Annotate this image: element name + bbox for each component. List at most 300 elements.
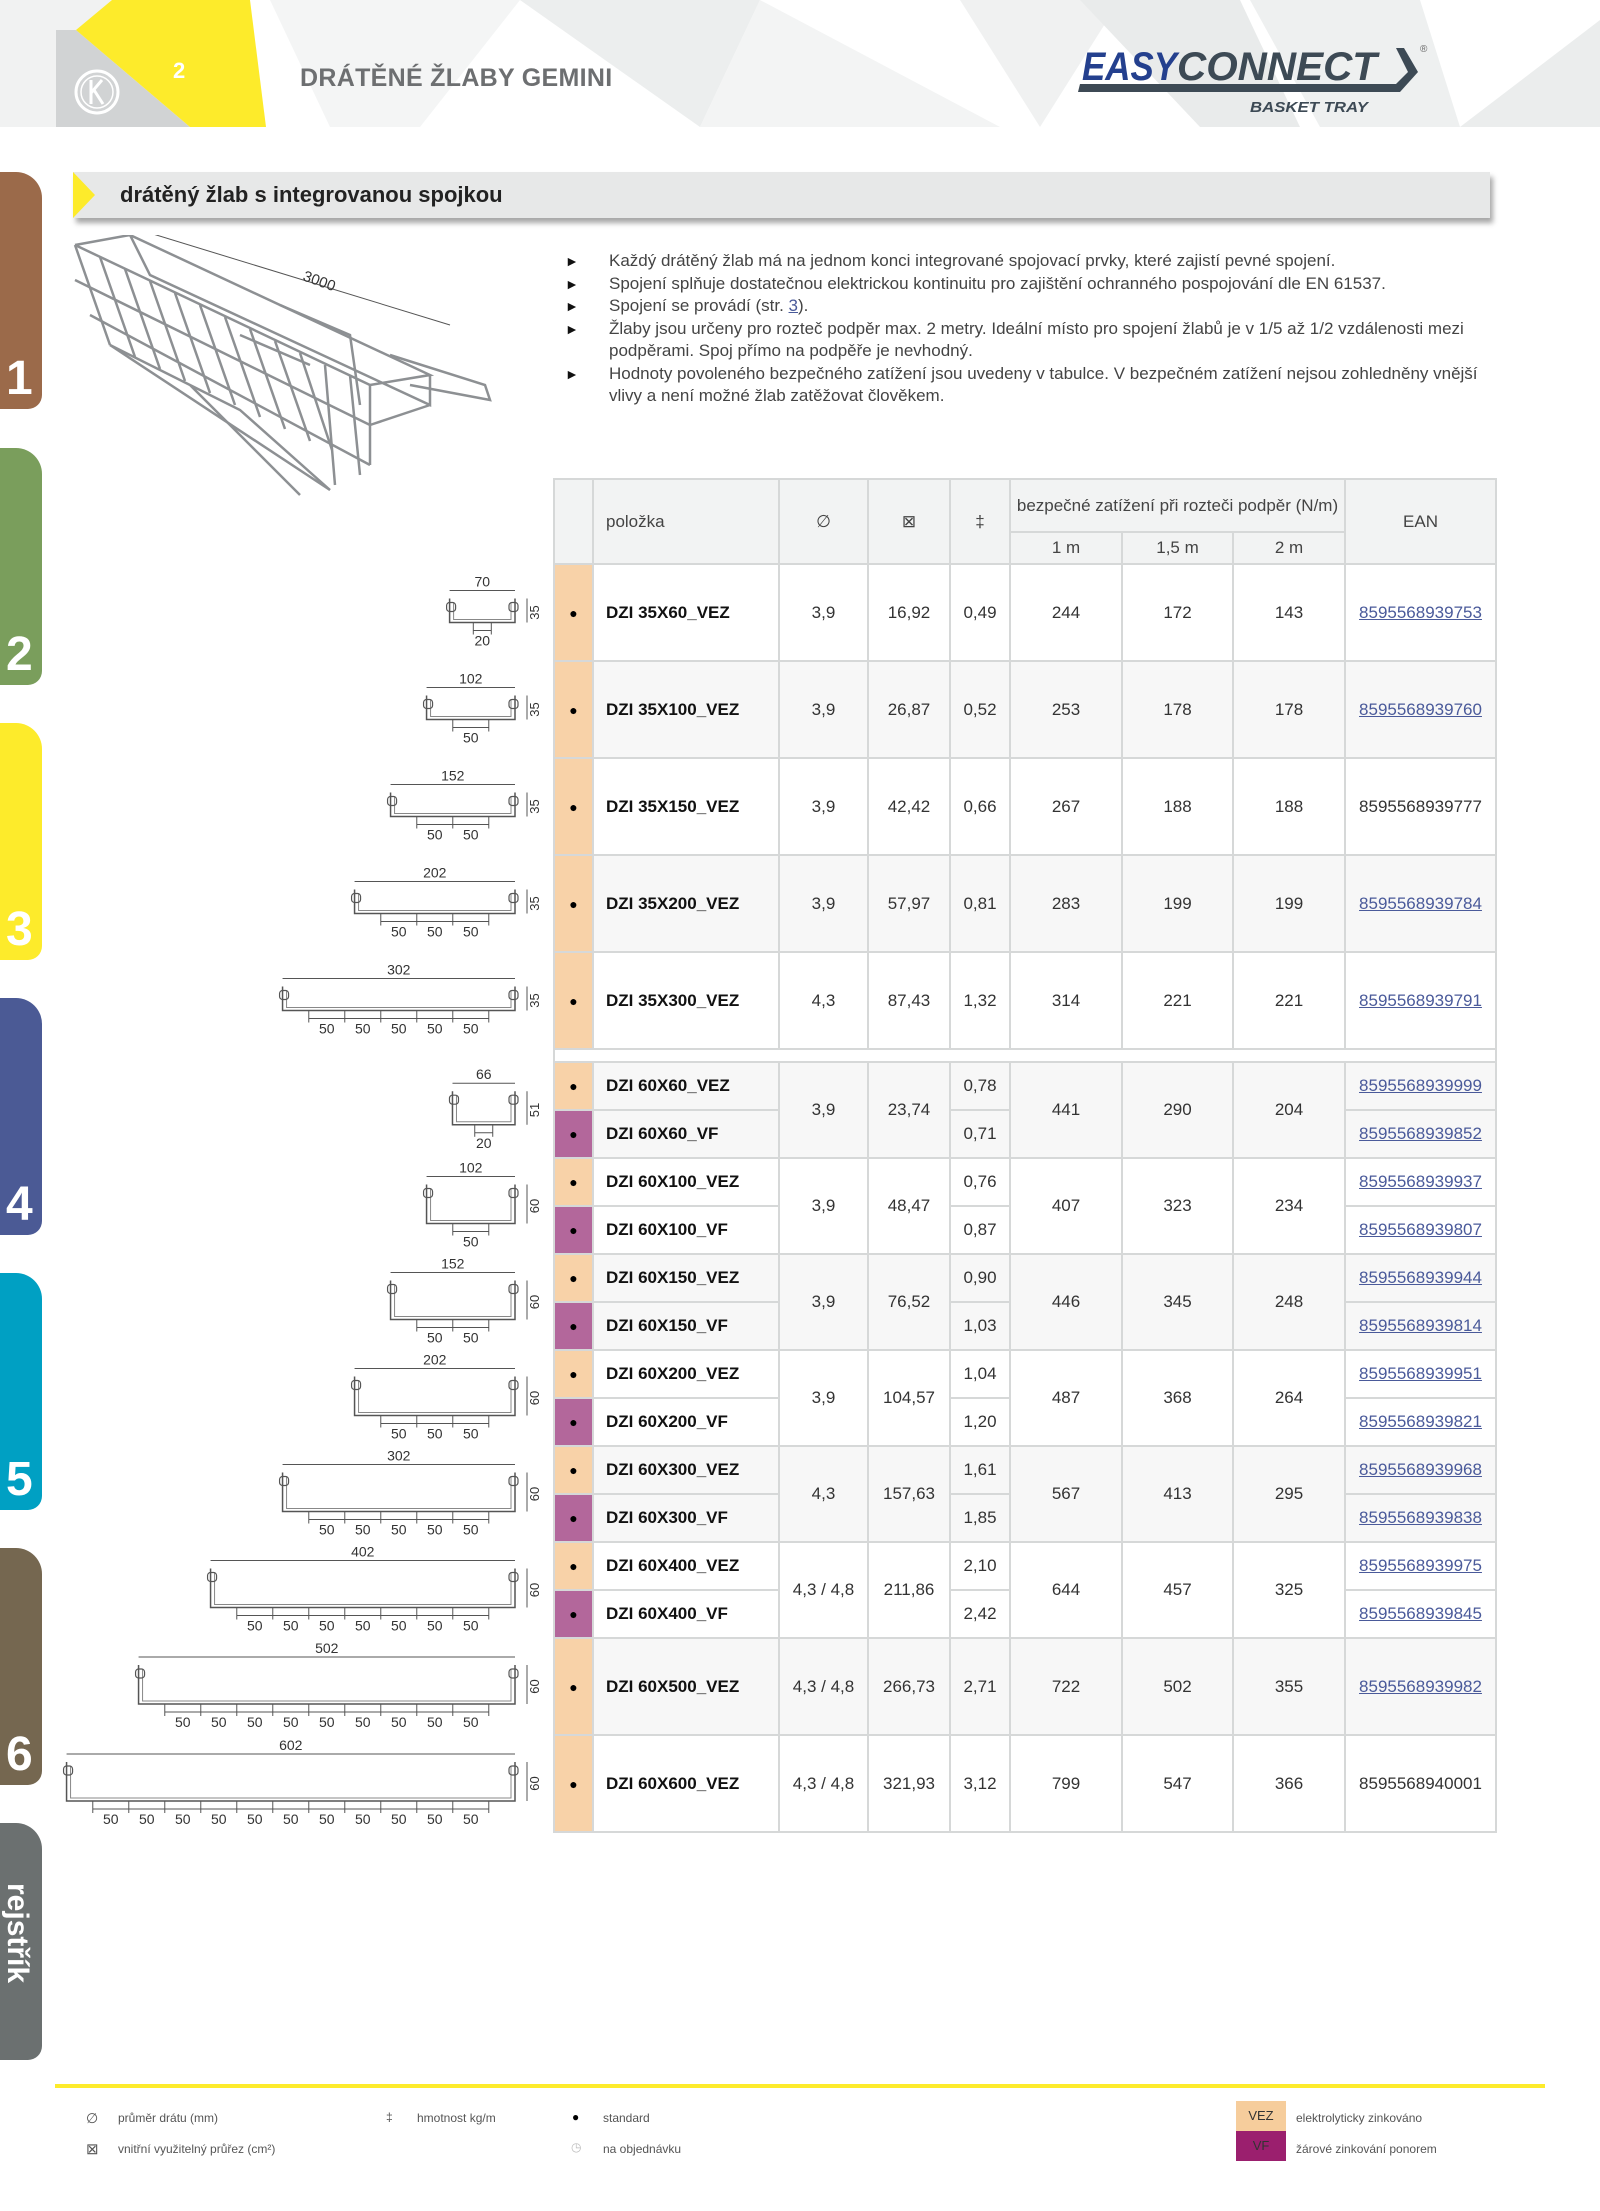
tray-profile-outline [211, 1569, 515, 1608]
section: 87,43 [868, 952, 950, 1049]
load-1m: 487 [1010, 1350, 1122, 1446]
section-header [73, 172, 1490, 218]
bullet-arrow-icon: ► [565, 298, 579, 314]
table-row [554, 1350, 1496, 1398]
wire-diameter-icon: ∅ [86, 2110, 99, 2126]
item-name: DZI 35X200_VEZ [593, 855, 779, 952]
ean-cell [1345, 1158, 1496, 1206]
ean-link[interactable]: 8595568939791 [1359, 990, 1482, 1010]
bottom-spacing-label: 50 [354, 1811, 371, 1827]
chapter-tab-label: 5 [6, 1453, 33, 1506]
width-label: 66 [475, 1066, 492, 1083]
item-name: DZI 60X100_VF [593, 1206, 779, 1254]
tray-profile-inner [71, 1766, 511, 1798]
ean-cell [1345, 1062, 1496, 1110]
ean-cell [1345, 1446, 1496, 1494]
section: 266,73 [868, 1638, 950, 1735]
height-label: 60 [527, 1198, 542, 1214]
table-row [554, 758, 1496, 855]
weight: 3,12 [950, 1735, 1010, 1832]
height-label: 35 [527, 702, 542, 717]
logo-registered: ® [1420, 44, 1428, 55]
finish-dot: ● [554, 1446, 593, 1494]
load-1m: 407 [1010, 1158, 1122, 1254]
ean-link[interactable]: 8595568939944 [1359, 1268, 1482, 1287]
bottom-spacing-label: 50 [462, 1521, 479, 1538]
connector-hook-icon [509, 1189, 518, 1198]
header-section: ⊠ [868, 479, 950, 564]
ean-cell: 8595568939777 [1345, 758, 1496, 855]
weight: 0,87 [950, 1206, 1010, 1254]
bottom-spacing-label: 20 [475, 1134, 492, 1151]
ean-cell [1345, 1590, 1496, 1638]
tray-profile-inner [431, 700, 511, 717]
item-name: DZI 60X400_VEZ [593, 1542, 779, 1590]
wire-diameter: 3,9 [779, 1158, 868, 1254]
ean-link[interactable]: 8595568939982 [1359, 1676, 1482, 1696]
ean-cell [1345, 1542, 1496, 1590]
load-2m: 188 [1233, 758, 1345, 855]
table-row [554, 1254, 1496, 1302]
weight: 1,04 [950, 1350, 1010, 1398]
table-row [554, 1735, 1496, 1832]
ean-cell [1345, 661, 1496, 758]
finish-dot: ● [554, 661, 593, 758]
chapter-tab-label: 3 [6, 903, 33, 956]
ean-link[interactable]: 8595568939784 [1359, 893, 1482, 913]
section: 104,57 [868, 1350, 950, 1446]
wire-diameter: 4,3 / 4,8 [779, 1735, 868, 1832]
width-label: 152 [441, 1255, 465, 1272]
legend-vf-swatch: VF [1236, 2131, 1286, 2161]
bottom-spacing-label: 20 [474, 632, 491, 649]
load-1m: 314 [1010, 952, 1122, 1049]
finish-dot: ● [554, 564, 593, 661]
weight: 0,78 [950, 1062, 1010, 1110]
bottom-spacing-label: 50 [354, 1521, 371, 1538]
standard-dot-icon: ● [572, 2110, 580, 2124]
load-1-5m: 547 [1122, 1735, 1233, 1832]
item-name: DZI 60X60_VEZ [593, 1062, 779, 1110]
width-label: 302 [387, 1447, 411, 1464]
section: 16,92 [868, 564, 950, 661]
height-label: 60 [527, 1486, 542, 1502]
bottom-spacing-label: 50 [462, 1617, 479, 1634]
section: 26,87 [868, 661, 950, 758]
feature-text: Spojení se provádí (str. [609, 296, 789, 315]
ean-cell [1345, 1350, 1496, 1398]
wire-diameter: 3,9 [779, 855, 868, 952]
bottom-spacing-label: 50 [246, 1714, 263, 1730]
connector-hook-icon [509, 1095, 518, 1104]
tray-profile-outline [452, 1091, 515, 1125]
bullet-arrow-icon: ► [565, 320, 579, 337]
ean-link[interactable]: 8595568939999 [1359, 1076, 1482, 1095]
tray-profile-inner [287, 991, 511, 1008]
connector-hook-icon [64, 1766, 73, 1775]
weight: 2,71 [950, 1638, 1010, 1735]
bottom-spacing-label: 50 [138, 1811, 155, 1827]
finish-dot: ● [554, 1206, 593, 1254]
load-1m: 644 [1010, 1542, 1122, 1638]
page-number: 2 [173, 58, 186, 83]
separator-cell [554, 1049, 1496, 1062]
load-1m: 446 [1010, 1254, 1122, 1350]
connector-hook-icon [280, 991, 289, 1000]
ean-cell [1345, 1398, 1496, 1446]
bullet-arrow-icon: ► [565, 275, 579, 292]
connector-hook-icon [509, 1766, 518, 1775]
header-weight: ‡ [950, 479, 1010, 564]
load-1m: 567 [1010, 1446, 1122, 1542]
wire-diameter: 3,9 [779, 1350, 868, 1446]
bottom-spacing-label: 50 [390, 1811, 407, 1827]
height-label: 35 [527, 993, 542, 1008]
chapter-tab-1[interactable] [0, 172, 42, 409]
header-wire-diameter: ∅ [779, 479, 868, 564]
legend-order-text: na objednávku [603, 2142, 682, 2156]
load-2m: 143 [1233, 564, 1345, 661]
ean-cell [1345, 855, 1496, 952]
feature-item [565, 318, 1485, 363]
weight: 1,32 [950, 952, 1010, 1049]
ean-link[interactable]: 8595568939852 [1359, 1124, 1482, 1143]
chapter-tab-6[interactable] [0, 1548, 42, 1785]
legend-vez-swatch: VEZ [1236, 2101, 1286, 2131]
finish-dot: ● [554, 1494, 593, 1542]
load-2m: 264 [1233, 1350, 1345, 1446]
height-label: 60 [527, 1776, 542, 1791]
weight: 0,52 [950, 661, 1010, 758]
bottom-spacing-label: 50 [318, 1811, 335, 1827]
bottom-spacing-label: 50 [174, 1811, 191, 1827]
load-1m: 244 [1010, 564, 1122, 661]
bottom-spacing-label: 50 [390, 923, 407, 940]
item-name: DZI 60X300_VF [593, 1494, 779, 1542]
ean-link[interactable]: 8595568939760 [1359, 699, 1482, 719]
section: 157,63 [868, 1446, 950, 1542]
tray-profile-inner [143, 1669, 511, 1701]
weight: 0,66 [950, 758, 1010, 855]
item-name: DZI 35X150_VEZ [593, 758, 779, 855]
ean-link[interactable]: 8595568939951 [1359, 1364, 1482, 1383]
table-separator [554, 1049, 1496, 1062]
width-label: 302 [387, 961, 411, 978]
wire-diameter: 3,9 [779, 758, 868, 855]
table-row [554, 1638, 1496, 1735]
connector-hook-icon [424, 1189, 433, 1198]
weight: 1,20 [950, 1398, 1010, 1446]
load-1m: 799 [1010, 1735, 1122, 1832]
wire-diameter: 4,3 / 4,8 [779, 1542, 868, 1638]
bottom-spacing-label: 50 [462, 1811, 479, 1827]
feature-item [565, 295, 1485, 318]
feature-item [565, 363, 1485, 408]
load-2m: 325 [1233, 1542, 1345, 1638]
bottom-spacing-label: 50 [426, 1617, 443, 1634]
height-label: 35 [527, 896, 542, 911]
ean-link[interactable]: 8595568939968 [1359, 1460, 1482, 1479]
tray-profile-inner [395, 797, 511, 814]
ean-cell [1345, 1638, 1496, 1735]
ean-cell [1345, 1206, 1496, 1254]
item-name: DZI 60X150_VF [593, 1302, 779, 1350]
width-label: 402 [351, 1543, 375, 1560]
bottom-spacing-label: 50 [354, 1714, 371, 1730]
tray-profile-inner [456, 1095, 511, 1122]
width-label: 102 [459, 1159, 483, 1176]
load-1m: 267 [1010, 758, 1122, 855]
width-label: 152 [441, 767, 465, 784]
connector-hook-icon [449, 1095, 458, 1104]
item-name: DZI 60X60_VF [593, 1110, 779, 1158]
ean-cell [1345, 1110, 1496, 1158]
finish-dot: ● [554, 1638, 593, 1735]
item-name: DZI 60X500_VEZ [593, 1638, 779, 1735]
connector-hook-icon [388, 797, 397, 806]
height-label: 60 [527, 1679, 542, 1694]
tray-profile-outline [427, 1185, 515, 1224]
finish-dot: ● [554, 1735, 593, 1832]
weight: 1,61 [950, 1446, 1010, 1494]
connector-hook-icon [509, 991, 518, 1000]
weight: 0,49 [950, 564, 1010, 661]
on-order-icon: ◷ [571, 2140, 582, 2154]
tray-profile-outline [283, 1473, 515, 1512]
wire-diameter: 3,9 [779, 661, 868, 758]
weight: 2,10 [950, 1542, 1010, 1590]
section: 211,86 [868, 1542, 950, 1638]
connector-hook-icon [509, 894, 518, 903]
page-link[interactable]: 3 [788, 296, 799, 315]
finish-dot: ● [554, 1158, 593, 1206]
ean-link[interactable]: 8595568939845 [1359, 1604, 1482, 1623]
feature-item [565, 273, 1485, 296]
finish-dot: ● [554, 1062, 593, 1110]
finish-dot: ● [554, 1590, 593, 1638]
width-label: 202 [423, 864, 447, 881]
ean-cell [1345, 1254, 1496, 1302]
bottom-spacing-label: 50 [426, 1714, 443, 1730]
bottom-spacing-label: 50 [462, 923, 479, 940]
height-label: 51 [527, 1102, 542, 1118]
connector-hook-icon [352, 1381, 361, 1390]
ean-link[interactable]: 8595568939807 [1359, 1220, 1482, 1239]
ean-cell: 8595568940001 [1345, 1735, 1496, 1832]
connector-hook-icon [424, 700, 433, 709]
load-1-5m: 172 [1122, 564, 1233, 661]
section: 76,52 [868, 1254, 950, 1350]
table-row [554, 564, 1496, 661]
header-load-1-5m: 1,5 m [1122, 532, 1233, 564]
weight: 1,03 [950, 1302, 1010, 1350]
finish-dot: ● [554, 1110, 593, 1158]
weight: 1,85 [950, 1494, 1010, 1542]
bottom-spacing-label: 50 [462, 1425, 479, 1442]
tray-profile-outline [67, 1762, 515, 1801]
bottom-spacing-label: 50 [462, 729, 479, 746]
tray-profile-inner [215, 1573, 511, 1605]
load-2m: 295 [1233, 1446, 1345, 1542]
height-label: 60 [527, 1390, 542, 1406]
bottom-spacing-label: 50 [102, 1811, 119, 1827]
ean-cell [1345, 564, 1496, 661]
finish-dot: ● [554, 1350, 593, 1398]
chapter-tab-3[interactable] [0, 723, 42, 960]
table-row [554, 1158, 1496, 1206]
height-label: 35 [527, 799, 542, 814]
logo-text-easy: EASY [1082, 45, 1180, 89]
ean-link[interactable]: 8595568939821 [1359, 1412, 1482, 1431]
item-name: DZI 35X300_VEZ [593, 952, 779, 1049]
page-title: DRÁTĚNÉ ŽLABY GEMINI [300, 64, 613, 92]
load-1-5m: 323 [1122, 1158, 1233, 1254]
chapter-tab-5[interactable] [0, 1273, 42, 1510]
ean-cell [1345, 952, 1496, 1049]
section: 48,47 [868, 1158, 950, 1254]
legend-section-text: vnitřní využitelný průřez (cm²) [118, 2142, 276, 2156]
height-label: 60 [527, 1582, 542, 1598]
tray-profile-inner [359, 1381, 511, 1413]
finish-dot: ● [554, 1254, 593, 1302]
ean-link[interactable]: 8595568939814 [1359, 1316, 1482, 1335]
bottom-spacing-label: 50 [462, 1233, 479, 1250]
ean-cell [1345, 1302, 1496, 1350]
bottom-spacing-label: 50 [462, 1020, 479, 1037]
header-ean: EAN [1345, 479, 1496, 564]
item-name: DZI 60X300_VEZ [593, 1446, 779, 1494]
bottom-spacing-label: 50 [318, 1714, 335, 1730]
finish-dot: ● [554, 1542, 593, 1590]
table-row [554, 952, 1496, 1049]
bottom-spacing-label: 50 [462, 1714, 479, 1730]
bottom-spacing-label: 50 [426, 1811, 443, 1827]
weight: 2,42 [950, 1590, 1010, 1638]
connector-hook-icon [509, 797, 518, 806]
ean-link[interactable]: 8595568939838 [1359, 1508, 1482, 1527]
tray-profile-outline [391, 793, 515, 817]
load-2m: 366 [1233, 1735, 1345, 1832]
item-name: DZI 60X200_VEZ [593, 1350, 779, 1398]
tray-profile-outline [283, 987, 515, 1011]
connector-hook-icon [447, 603, 456, 612]
connector-hook-icon [509, 1669, 518, 1678]
load-1-5m: 221 [1122, 952, 1233, 1049]
weight: 0,71 [950, 1110, 1010, 1158]
legend-standard-text: standard [603, 2111, 650, 2125]
chapter-tab-label: rejstřík [1, 1883, 34, 1984]
weight: 0,90 [950, 1254, 1010, 1302]
wire-diameter: 4,3 [779, 1446, 868, 1542]
tray-profile-outline [355, 1377, 515, 1416]
section-marker-icon [73, 172, 95, 218]
table-row [554, 1542, 1496, 1590]
bottom-spacing-label: 50 [390, 1617, 407, 1634]
ean-link[interactable]: 8595568939975 [1359, 1556, 1482, 1575]
bottom-spacing-label: 50 [246, 1617, 263, 1634]
bottom-spacing-label: 50 [318, 1617, 335, 1634]
bottom-spacing-label: 50 [282, 1714, 299, 1730]
feature-text: Žlaby jsou určeny pro rozteč podpěr max. 2 metry. Ideální místo pro spojení žlabů je v 1/5 až 1/2 vzdálenosti mezi podpěrami. Spoj přímo na podpěře je nevhodný. [609, 318, 1464, 360]
bottom-spacing-label: 50 [426, 1521, 443, 1538]
load-1-5m: 413 [1122, 1446, 1233, 1542]
feature-text: Hodnoty povoleného bezpečného zatížení jsou uvedeny v tabulce. V bezpečném zatížení nejsou zohledněny vnější vlivy a není možné žlab zatěžovat člověkem. [609, 363, 1478, 405]
feature-text: ). [798, 296, 809, 315]
ean-cell [1345, 1494, 1496, 1542]
finish-dot: ● [554, 952, 593, 1049]
bottom-spacing-label: 50 [210, 1811, 227, 1827]
bottom-spacing-label: 50 [426, 923, 443, 940]
load-1m: 283 [1010, 855, 1122, 952]
table-row [554, 855, 1496, 952]
bottom-spacing-label: 50 [462, 1329, 479, 1346]
connector-hook-icon [509, 1381, 518, 1390]
bottom-spacing-label: 50 [174, 1714, 191, 1730]
load-2m: 204 [1233, 1062, 1345, 1158]
section-icon: ⊠ [86, 2141, 99, 2158]
load-1-5m: 290 [1122, 1062, 1233, 1158]
item-name: DZI 60X150_VEZ [593, 1254, 779, 1302]
height-label: 35 [527, 605, 542, 620]
tray-profile-inner [359, 894, 511, 911]
load-2m: 355 [1233, 1638, 1345, 1735]
tray-profile-inner [431, 1189, 511, 1221]
bottom-spacing-label: 50 [318, 1521, 335, 1538]
width-label: 102 [459, 670, 483, 687]
bottom-spacing-label: 50 [390, 1714, 407, 1730]
header-load-2m: 2 m [1233, 532, 1345, 564]
table-row [554, 1446, 1496, 1494]
item-name: DZI 60X100_VEZ [593, 1158, 779, 1206]
item-name: DZI 35X60_VEZ [593, 564, 779, 661]
load-2m: 234 [1233, 1158, 1345, 1254]
chapter-tab-label: 4 [6, 1178, 33, 1231]
connector-hook-icon [509, 1285, 518, 1294]
connector-hook-icon [509, 1477, 518, 1486]
section: 57,97 [868, 855, 950, 952]
item-name: DZI 60X200_VF [593, 1398, 779, 1446]
bottom-spacing-label: 50 [354, 1617, 371, 1634]
header-load-1m: 1 m [1010, 532, 1122, 564]
bottom-spacing-label: 50 [426, 1020, 443, 1037]
load-2m: 199 [1233, 855, 1345, 952]
ean-link[interactable]: 8595568939937 [1359, 1172, 1482, 1191]
finish-dot: ● [554, 758, 593, 855]
feature-list [565, 250, 1485, 408]
ean-link[interactable]: 8595568939753 [1359, 602, 1482, 622]
basket-tray-illustration [70, 235, 510, 515]
load-1-5m: 345 [1122, 1254, 1233, 1350]
load-1-5m: 188 [1122, 758, 1233, 855]
connector-hook-icon [388, 1285, 397, 1294]
chapter-tab-4[interactable] [0, 998, 42, 1235]
connector-hook-icon [509, 603, 518, 612]
item-name: DZI 60X400_VF [593, 1590, 779, 1638]
load-1-5m: 457 [1122, 1542, 1233, 1638]
finish-dot: ● [554, 1302, 593, 1350]
load-1-5m: 502 [1122, 1638, 1233, 1735]
footer-divider [55, 2084, 1545, 2088]
chapter-tab-7[interactable] [0, 1823, 42, 2060]
bullet-arrow-icon: ► [565, 365, 579, 382]
product-table [553, 478, 1497, 1833]
connector-hook-icon [280, 1477, 289, 1486]
tray-profile-outline [355, 890, 515, 914]
header-safe-load: bezpečné zatížení při rozteči podpěr (N/m) [1010, 479, 1345, 532]
chapter-tab-2[interactable] [0, 448, 42, 685]
tray-profile-inner [454, 603, 511, 620]
connector-hook-icon [509, 1573, 518, 1582]
